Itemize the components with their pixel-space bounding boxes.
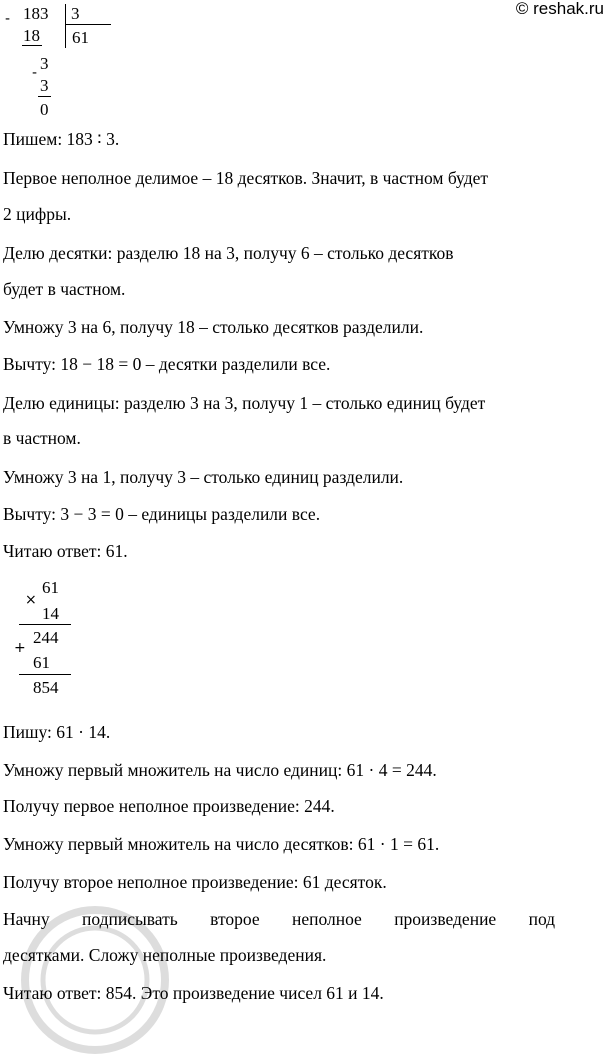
times-sign: ×: [25, 592, 37, 608]
multiplier: 14: [42, 604, 59, 623]
text-line: Умножу первый множитель на число десятков: 61 · 1 = 61.: [3, 834, 440, 854]
final-remainder: 0: [40, 100, 49, 119]
text-line: Пишу: 61 · 14.: [3, 722, 111, 742]
text-line: Умножу первый множитель на число единиц: 61 · 4 = 244.: [3, 760, 437, 780]
text-line: Делю десятки: разделю 18 на 3, получу 6 – столько десятков: [3, 243, 454, 263]
second-product: 3: [40, 76, 49, 95]
second-product-underline: [38, 96, 51, 97]
divisor-underline: [65, 24, 111, 25]
text-line: будет в частном.: [3, 279, 126, 299]
division-second-minus: -: [32, 65, 38, 81]
text-line: Читаю ответ: 854. Это произведение чисел 61 и 14.: [3, 983, 384, 1003]
text-line: Делю единицы: разделю 3 на 3, получу 1 – столько единиц будет: [3, 393, 486, 413]
text-line: 2 цифры.: [3, 204, 72, 224]
multiplication-result: 854: [33, 678, 59, 697]
watermark-text: © reshak.ru: [515, 0, 604, 18]
division-vertical-bar: [65, 4, 66, 48]
second-remainder: 3: [40, 54, 49, 73]
partial-product-1: 244: [33, 628, 59, 647]
first-product-underline: [22, 45, 42, 46]
plus-sign: +: [14, 640, 26, 656]
text-line: Получу второе неполное произведение: 61 десяток.: [3, 872, 387, 892]
text-line: Первое неполное делимое – 18 десятков. Значит, в частном будет: [3, 168, 489, 188]
text-line: Пишем: 183 ∶ 3.: [3, 129, 120, 149]
divisor: 3: [71, 4, 80, 23]
partial-product-2: 61: [33, 653, 50, 672]
multiplication-underline: [19, 624, 71, 625]
text-line: Умножу 3 на 1, получу 3 – столько единиц разделили.: [3, 467, 404, 487]
multiplicand: 61: [42, 578, 59, 597]
first-product: 18: [23, 26, 40, 45]
text-line: Получу первое неполное произведение: 244.: [3, 796, 335, 816]
text-line: Вычту: 18 − 18 = 0 – десятки разделили все.: [3, 354, 331, 374]
sum-underline: [19, 674, 71, 675]
division-minus-sign: -: [5, 11, 11, 27]
dividend: 183: [23, 4, 49, 23]
text-line: Вычту: 3 − 3 = 0 – единицы разделили все.: [3, 504, 321, 524]
text-line: в частном.: [3, 428, 81, 448]
text-line: Умножу 3 на 6, получу 18 – столько десятков разделили.: [3, 317, 424, 337]
text-line: Читаю ответ: 61.: [3, 541, 128, 561]
text-line-justified: Начну подписывать второе неполное произведение под: [3, 909, 556, 929]
quotient: 61: [72, 28, 89, 47]
text-line: десятками. Сложу неполные произведения.: [3, 945, 327, 965]
